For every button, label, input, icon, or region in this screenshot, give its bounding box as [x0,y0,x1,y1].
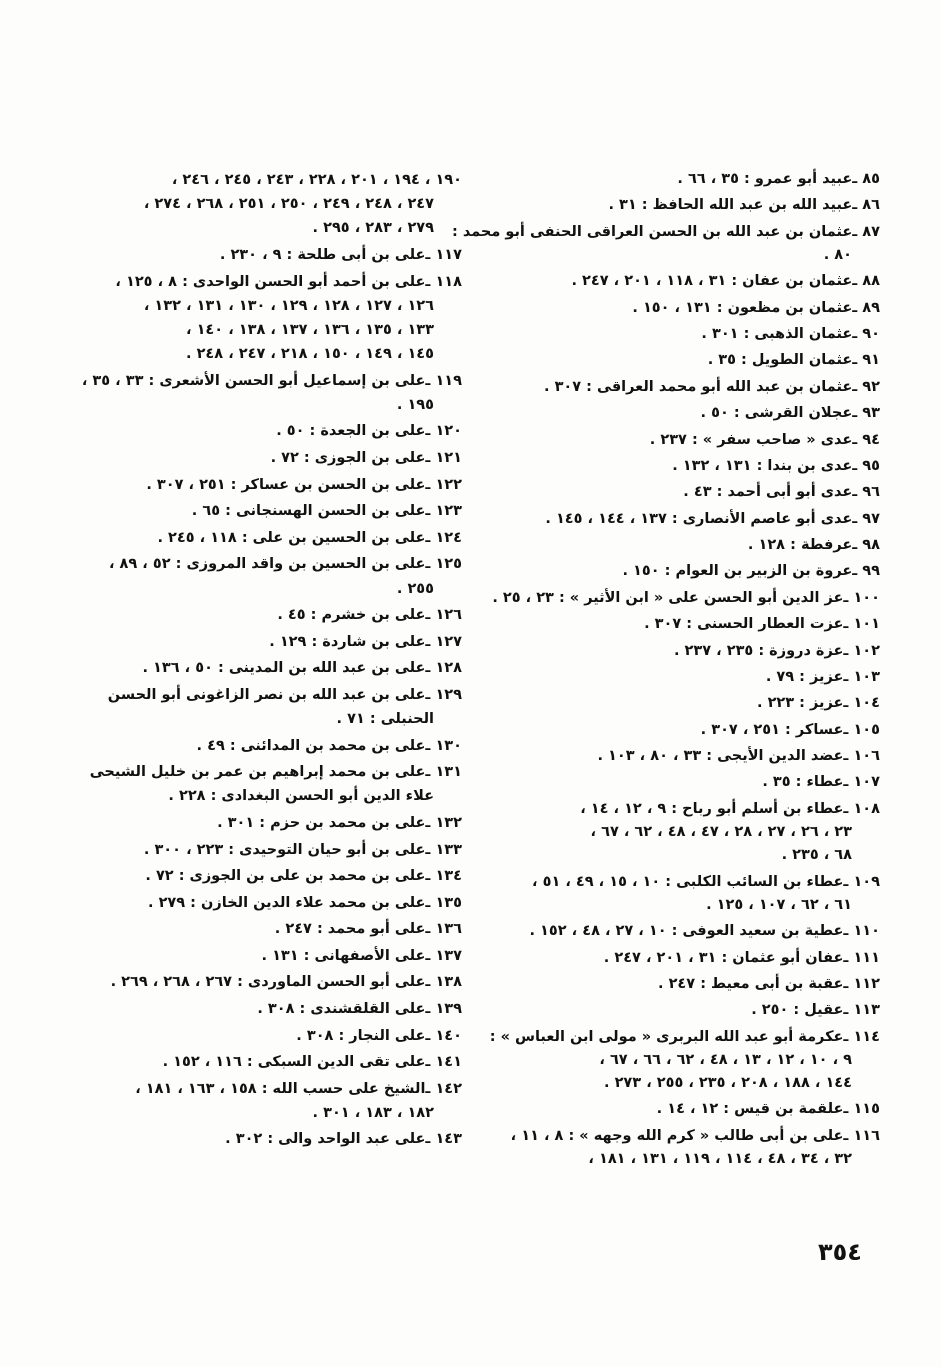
entry-line [42,838,462,862]
index-entry [488,534,880,557]
entry-line [488,745,880,768]
entry-line [488,376,880,399]
entry-number: ١٣٨ ـ [425,974,462,991]
entry-line [488,481,880,504]
entry-text: على بن شاردة : ١٢٩ . [269,633,426,650]
entry-continuation-line [42,294,462,318]
entry-text: على بن أحمد أبو الحسن الواحدى : ٨ ، ١٢٥ ، [115,273,426,290]
entry-line [42,760,462,784]
index-entry [42,603,462,627]
entry-number: ٨٥ ـ [852,171,880,187]
index-entry [488,1125,880,1171]
entry-text: عروة بن الزبير بن العوام : ١٥٠ . [622,563,853,580]
entry-number: ١٣١ ـ [425,764,462,781]
entry-text: على بن محمد إبراهيم بن عمر بن خليل الشيحى [89,764,426,781]
entry-number: ١٤٣ ـ [425,1131,462,1148]
entry-line [488,947,880,970]
entry-line [488,973,880,996]
entry-text: على بن الحسن بن عساكر : ٢٥١ ، ٣٠٧ . [146,476,426,493]
index-entry [42,656,462,680]
entry-text: عزة دروزة : ٢٣٥ ، ٢٣٧ . [673,642,844,659]
entry-text: عدى « صاحب سفر » : ٢٣٧ . [649,431,853,448]
index-entry [488,947,880,970]
entry-number: ١٠٦ ـ [843,748,880,765]
entry-text: عطاء : ٣٥ . [762,774,844,791]
index-entry [42,1024,462,1048]
entry-line [42,891,462,915]
entry-line [488,613,880,636]
entry-continuation-line [42,393,462,417]
entry-line [488,297,880,320]
entry-line [42,811,462,835]
entry-text: ١٢٦ ، ١٢٧ ، ١٢٨ ، ١٢٩ ، ١٣٠ ، ١٣١ ، ١٣٢ ، [143,297,434,314]
index-entry [488,613,880,636]
index-entry [488,587,880,610]
index-entry [42,499,462,523]
entry-text: ١٤٥ ، ١٤٩ ، ١٥٠ ، ٢١٨ ، ٢٤٧ ، ٢٤٨ . [186,346,434,363]
entry-number: ٩٦ ـ [852,484,880,501]
index-entry [488,376,880,399]
index-entry [42,838,462,862]
entry-text: على بن خشرم : ٤٥ . [277,607,426,624]
entry-number: ١١٥ ـ [843,1101,880,1118]
entry-line [42,1024,462,1048]
entry-text: على بن عبد الله بن نصر الزاغونى أبو الحسن [107,686,426,703]
index-entry [42,419,462,443]
entry-number: ١١٧ ـ [425,246,462,263]
entry-text: عبيد الله بن عبد الله الحافظ : ٣١ . [608,197,853,214]
entry-number: ٩٥ ـ [852,457,880,474]
entry-number: ٩٤ ـ [852,431,880,448]
entry-line [42,630,462,654]
entry-text: ٦١ ، ٦٢ ، ١٠٧ ، ١٢٥ . [706,896,852,913]
index-entry [488,560,880,583]
entry-continuation-line [488,244,880,267]
entry-number: ١٠٨ ـ [843,800,880,817]
entry-line [42,446,462,470]
entry-line [488,429,880,452]
index-entry [488,973,880,996]
entry-line [42,1127,462,1151]
entry-number: ١٤٢ ـ [425,1080,462,1097]
entry-text: على بن محمد بن على بن الجوزى : ٧٢ . [145,868,426,885]
entry-line [42,168,462,192]
entry-text: علقمة بن قيس : ١٢ ، ١٤ . [656,1101,844,1118]
entry-line [488,871,880,894]
entry-number: ١٤٠ ـ [425,1027,462,1044]
entry-text: عزت العطار الحسنى : ٣٠٧ . [644,616,844,633]
entry-line [488,587,880,610]
entry-continuation-line [42,192,462,216]
entry-number: ٨٩ ـ [852,299,880,316]
entry-continuation-line [488,894,880,917]
entry-line [488,534,880,557]
entry-number: ١٢٧ ـ [425,633,462,650]
entry-number: ١٣٣ ـ [425,841,462,858]
entry-number: ١١٦ ـ [843,1127,880,1144]
entry-line [42,656,462,680]
entry-number: ١٢٤ ـ [425,529,462,546]
entry-line [488,323,880,346]
entry-number: ١١١ ـ [843,949,880,966]
entry-text: عقيل : ٢٥٠ . [751,1002,844,1019]
index-entry [488,297,880,320]
entry-number: ٨٨ ـ [852,273,880,290]
entry-number: ١٣٤ ـ [425,868,462,885]
entry-text: عضد الدين الأيجى : ٣٣ ، ٨٠ ، ١٠٣ . [597,748,844,765]
entry-line [488,402,880,425]
entry-text: ١٨٢ ، ١٨٣ ، ٣٠١ . [312,1104,434,1121]
entry-line [42,419,462,443]
index-entry [42,970,462,994]
index-entry [42,526,462,550]
entry-text: عثمان بن عبد الله بن الحسن العراقى الحنفى أبو محمد : [451,223,853,240]
entry-continuation-line [42,784,462,808]
entry-number: ١٣٥ ـ [425,894,462,911]
entry-line [488,771,880,794]
index-entry [488,481,880,504]
entry-continuation-line [488,1049,880,1072]
entry-number: ١٤١ ـ [425,1054,462,1071]
entry-line [488,666,880,689]
entry-text: على بن أبى طالب « كرم الله وجهه » : ٨ ، ١١ ، [510,1127,844,1144]
entry-line [488,560,880,583]
entry-number: ١٣٠ ـ [425,737,462,754]
entry-text: على عبد الواحد والى : ٣٠٢ . [225,1131,426,1148]
index-entry [488,1026,880,1096]
index-entry [42,1127,462,1151]
entry-text: ٢٤٧ ، ٢٤٨ ، ٢٤٩ ، ٢٥٠ ، ٢٥١ ، ٢٦٨ ، ٢٧٤ ، [143,196,434,213]
index-entry [488,920,880,943]
index-entry [451,221,880,267]
entry-number: ١٣٦ ـ [425,921,462,938]
entry-line [488,798,880,821]
entry-line [42,473,462,497]
entry-number: ١٢٦ ـ [425,607,462,624]
entry-number: ١٢٠ ـ [425,423,462,440]
index-entry [42,270,462,367]
index-column-left [42,168,462,1154]
entry-line [488,270,880,293]
entry-line [42,243,462,267]
entry-text: على بن الجعدة : ٥٠ . [276,423,426,440]
index-entry [488,1098,880,1121]
entry-text: عزيز : ٧٩ . [765,668,844,685]
entry-text: على بن الحسين بن على : ١١٨ ، ٢٤٥ . [157,529,426,546]
entry-line [42,917,462,941]
entry-text: على الأصفهانى : ١٣١ . [261,947,426,964]
index-entry [42,630,462,654]
entry-line [42,499,462,523]
entry-line [488,1125,880,1148]
index-entry [42,1050,462,1074]
index-entry [488,798,880,868]
entry-number: ١٠١ ـ [843,616,880,633]
entry-line [42,552,462,576]
entry-line [488,1098,880,1121]
entry-line [42,997,462,1021]
entry-text: عثمان بن عبد الله أبو محمد العراقى : ٣٠٧ . [544,378,853,395]
entry-text: عساكر : ٢٥١ ، ٣٠٧ . [700,721,844,738]
entry-text: على بن محمد علاء الدين الخازن : ٢٧٩ . [148,894,426,911]
entry-text: ٢٣ ، ٢٦ ، ٢٧ ، ٢٨ ، ٤٧ ، ٤٨ ، ٦٢ ، ٦٧ ، [590,824,852,840]
entry-text: عثمان الطويل : ٣٥ . [707,352,853,369]
index-entry [488,666,880,689]
entry-text: على بن إسماعيل أبو الحسن الأشعرى : ٣٣ ، ٣٥ ، [81,372,426,389]
entry-number: ٩٩ ـ [852,563,880,580]
entry-text: عدى أبو أبى أحمد : ٤٣ . [683,484,853,501]
entry-continuation-line [42,342,462,366]
entry-line [42,603,462,627]
index-entry [42,864,462,888]
index-entry [488,402,880,425]
entry-continuation-line [488,1148,880,1171]
index-entry [42,243,462,267]
entry-number: ١٠٢ ـ [843,642,880,659]
page-number: ٣٥٤ [818,1238,862,1266]
entry-number: ١١٤ ـ [843,1028,880,1045]
index-entry [488,692,880,715]
entry-number: ٩٠ ـ [852,326,880,343]
entry-line [488,455,880,478]
entry-text: عثمان بن مظعون : ١٣١ ، ١٥٠ . [632,299,853,316]
entry-text: عقبة بن أبى معيط : ٢٤٧ . [658,975,844,992]
entry-text: الشيخ على حسب الله : ١٥٨ ، ١٦٣ ، ١٨١ ، [135,1080,426,1097]
index-entry [488,719,880,742]
entry-line [42,1050,462,1074]
entry-continuation-line [42,318,462,342]
entry-line [42,683,462,707]
entry-text: على بن الجوزى : ٧٢ . [270,450,426,467]
index-entry [42,734,462,758]
entry-text: ١٩٥ . [396,396,434,413]
entry-number: ٩٧ ـ [852,510,880,527]
entry-text: على بن الحسن الهسنجانى : ٦٥ . [191,503,426,520]
entry-text: عثمان بن عفان : ٣١ ، ١١٨ ، ٢٠١ ، ٢٤٧ . [571,273,853,290]
entry-continuation-line [42,577,462,601]
entry-line [488,719,880,742]
entry-text: عجلان القرشى : ٥٠ . [700,405,853,422]
entry-number: ١٣٢ ـ [425,814,462,831]
entry-line [488,194,880,217]
entry-text: علاء الدين أبو الحسن البغدادى : ٢٢٨ . [168,788,434,805]
entry-text: على تقى الدين السبكى : ١١٦ ، ١٥٢ . [162,1054,426,1071]
entry-number: ١١٨ ـ [425,273,462,290]
entry-text: على بن أبو حيان التوحيدى : ٢٢٣ ، ٣٠٠ . [143,841,426,858]
entry-line [42,864,462,888]
index-entry [488,429,880,452]
index-entry [488,349,880,372]
entry-text: ١٤٤ ، ١٨٨ ، ٢٠٨ ، ٢٣٥ ، ٢٥٥ ، ٢٧٣ . [604,1075,852,1091]
entry-text: عكرمة أبو عبد الله البربرى « مولى ابن العباس » : [489,1028,844,1045]
entry-line [42,970,462,994]
entry-text: ٢٧٩ ، ٢٨٣ ، ٢٩٥ . [312,220,434,237]
index-entry [42,473,462,497]
entry-text: على بن الحسين بن واقد المروزى : ٥٢ ، ٨٩ ، [108,556,426,573]
index-entry [488,640,880,663]
entry-line [488,920,880,943]
entry-text: ٦٨ ، ٢٣٥ . [781,847,852,864]
entry-text: عطاء بن السائب الكلبى : ١٠ ، ١٥ ، ٤٩ ، ٥١ ، [532,873,844,890]
entry-number: ١٠٥ ـ [843,721,880,738]
index-entry [42,997,462,1021]
entry-number: ١٢٣ ـ [425,503,462,520]
entry-line [488,508,880,531]
index-entry [42,891,462,915]
entry-number: ١١٢ ـ [843,975,880,992]
index-entry [488,771,880,794]
entry-number: ٩١ ـ [852,352,880,369]
index-entry [42,168,462,241]
entry-continuation-line [488,821,880,844]
entry-continuation-line [42,707,462,731]
entry-continuation-line [42,1101,462,1125]
entry-number: ١٠٩ ـ [843,873,880,890]
index-entry [488,745,880,768]
entry-line [42,734,462,758]
entry-number: ١٢٩ ـ [425,686,462,703]
index-entry [42,552,462,600]
entry-number: ١٠٤ ـ [843,695,880,712]
entry-text: عطية بن سعيد العوفى : ١٠ ، ٢٧ ، ٤٨ ، ١٥٢ . [529,923,844,940]
index-entry [488,270,880,293]
entry-line [488,999,880,1022]
index-entry [42,811,462,835]
entry-line [488,168,880,191]
index-entry [42,369,462,417]
entry-text: على أبو محمد : ٢٤٧ . [274,921,426,938]
entry-line [42,369,462,393]
entry-number: ١١٠ ـ [843,923,880,940]
entry-number: ١٠٧ ـ [843,774,880,791]
entry-text: ١٩٠ ، ١٩٤ ، ٢٠١ ، ٢٢٨ ، ٢٤٣ ، ٢٤٥ ، ٢٤٦ ، [171,172,462,188]
entry-text: عدى بن بندا : ١٣١ ، ١٣٢ . [672,457,853,474]
entry-number: ٨٦ ـ [852,197,880,214]
index-entry [488,508,880,531]
entry-text: ٩ ، ١٠ ، ١٢ ، ١٣ ، ٤٨ ، ٦٢ ، ٦٦ ، ٦٧ ، [599,1051,852,1068]
entry-number: ١٢٥ ـ [425,556,462,573]
entry-text: عبيد أبو عمرو : ٣٥ ، ٦٦ . [677,171,853,187]
entry-number: ١٢١ ـ [425,450,462,467]
entry-text: عطاء بن أسلم أبو رباح : ٩ ، ١٢ ، ١٤ ، [580,800,844,817]
entry-continuation-line [488,844,880,867]
index-entry [488,871,880,917]
index-entry [488,455,880,478]
entry-line [488,640,880,663]
entry-text: على بن محمد بن حزم : ٣٠١ . [217,814,426,831]
entry-line [42,526,462,550]
index-entry [42,683,462,731]
entry-number: ٩٣ ـ [852,405,880,422]
index-entry [488,168,880,191]
entry-text: عثمان الذهبى : ٣٠١ . [701,326,853,343]
index-entry [488,194,880,217]
entry-number: ١٣٧ ـ [425,947,462,964]
entry-number: ٨٧ ـ [852,223,880,240]
entry-line [488,1026,880,1049]
entry-line [451,221,880,244]
entry-continuation-line [42,216,462,240]
index-entry [42,760,462,808]
entry-line [42,1077,462,1101]
entry-text: على بن عبد الله بن المدينى : ٥٠ ، ١٣٦ . [142,660,426,677]
index-entry [42,944,462,968]
entry-text: ١٣٣ ، ١٣٥ ، ١٣٦ ، ١٣٧ ، ١٣٨ ، ١٤٠ ، [186,321,434,338]
entry-text: عدى أبو عاصم الأنصارى : ١٣٧ ، ١٤٤ ، ١٤٥ . [545,510,853,527]
entry-text: على النجار : ٣٠٨ . [296,1027,426,1044]
entry-text: ٢٥٥ . [396,580,434,597]
entry-text: عرفطة : ١٢٨ . [747,537,853,554]
entry-text: عزيز : ٢٢٣ . [757,695,844,712]
entry-text: على بن محمد بن المدائنى : ٤٩ . [196,737,426,754]
entry-number: ١٢٨ ـ [425,660,462,677]
entry-line [488,692,880,715]
entry-number: ١٢٢ ـ [425,476,462,493]
entry-number: ١٣٩ ـ [425,1000,462,1017]
index-column-right [451,168,880,1174]
entry-number: ١١٩ ـ [425,372,462,389]
index-entry [42,446,462,470]
entry-line [42,270,462,294]
entry-text: الحنبلى : ٧١ . [336,711,434,728]
entry-text: ٣٢ ، ٣٤ ، ٤٨ ، ١١٤ ، ١١٩ ، ١٣١ ، ١٨١ ، [588,1150,852,1167]
entry-number: ١١٣ ـ [843,1002,880,1019]
entry-number: ٩٢ ـ [852,378,880,395]
index-entry [488,999,880,1022]
index-entry [42,1077,462,1125]
entry-text: عز الدين أبو الحسن على « ابن الأثير » : ٢٣ ، ٢٥ . [492,589,844,606]
entry-text: على بن أبى طلحة : ٩ ، ٢٣٠ . [219,246,426,263]
entry-number: ١٠٠ ـ [843,589,880,606]
entry-line [42,944,462,968]
entry-text: على القلقشندى : ٣٠٨ . [257,1000,426,1017]
entry-number: ٩٨ ـ [852,537,880,554]
entry-number: ١٠٣ ـ [843,668,880,685]
entry-continuation-line [488,1072,880,1095]
index-entry [42,917,462,941]
entry-text: عفان أبو عثمان : ٣١ ، ٢٠١ ، ٢٤٧ . [603,949,844,966]
entry-text: ٨٠ . [823,246,852,263]
index-entry [488,323,880,346]
entry-text: على أبو الحسن الماوردى : ٢٦٧ ، ٢٦٨ ، ٢٦٩ . [110,974,426,991]
entry-line [488,349,880,372]
